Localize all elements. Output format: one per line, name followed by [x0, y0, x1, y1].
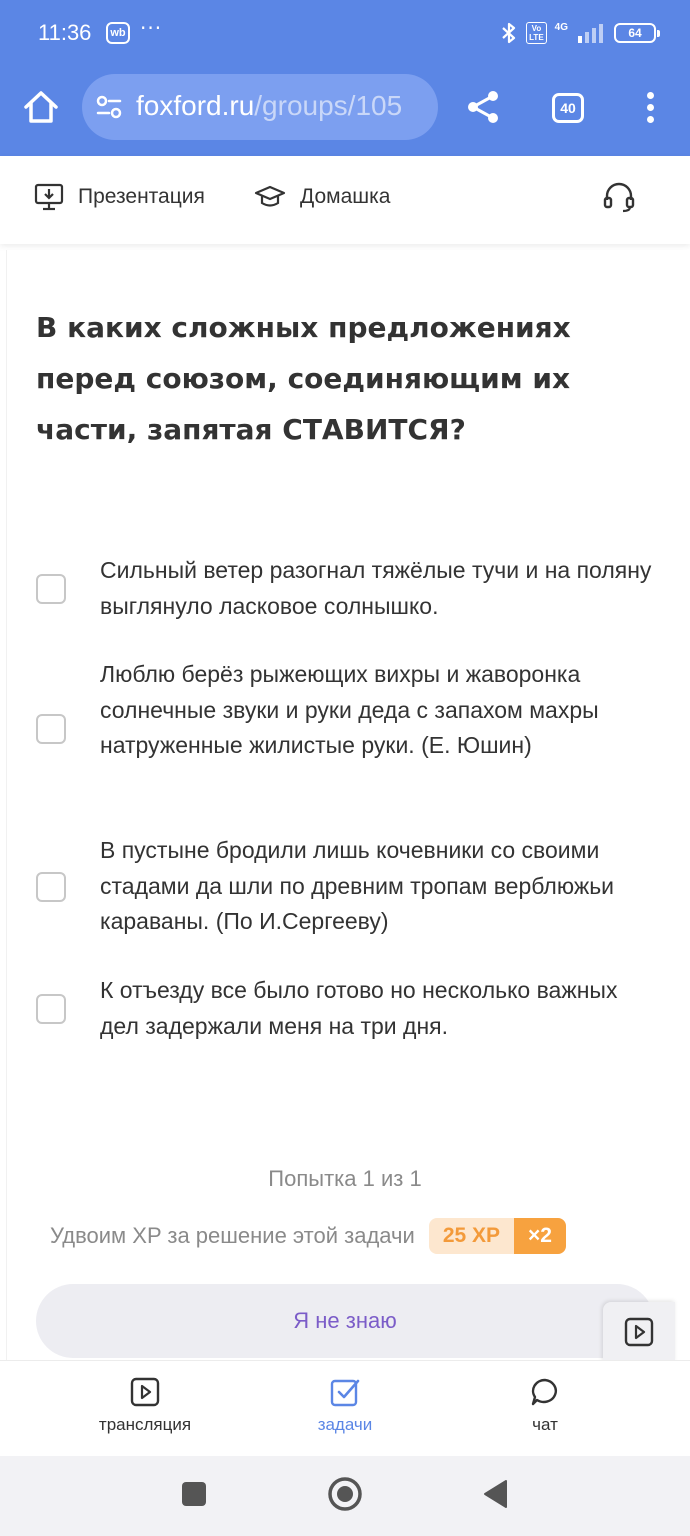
xp-badge [429, 1218, 566, 1254]
status-bar [0, 0, 690, 66]
answer-checkbox[interactable] [36, 994, 66, 1024]
chat-bubble-icon [530, 1377, 560, 1407]
url-domain: foxford.ru [136, 90, 255, 121]
answer-text[interactable]: К отъезду все было готово но несколько важных дел задержали меня на три дня. [100, 977, 618, 1039]
graduation-cap-icon [254, 182, 286, 212]
nav-broadcast[interactable] [75, 1377, 215, 1435]
answer-text[interactable]: Сильный ветер разогнал тяжёлые тучи и на поляну выглянуло ласковое солнышко. [100, 557, 652, 619]
xp-bonus-label: Удвоим XP за решение этой задачи [50, 1223, 415, 1248]
status-indicators [500, 18, 656, 48]
support-headset-icon[interactable] [602, 180, 636, 214]
answer-text[interactable]: В пустыне бродили лишь кочевники со своими стадами да шли по древним тропам верблюжьи караваны. (По И.Сергееву) [100, 837, 615, 934]
floating-video-button[interactable] [603, 1302, 675, 1362]
status-time: 11:36 [38, 20, 92, 45]
bottom-navigation [0, 1360, 690, 1456]
address-bar[interactable] [82, 74, 438, 140]
question-text: В каких сложных предложениях перед союзом, соединяющим их части, запятая СТАВИТСЯ? [36, 311, 571, 446]
download-screen-icon [34, 182, 64, 212]
play-square-icon [624, 1317, 654, 1347]
presentation-label: Презентация [78, 185, 205, 208]
browser-header [0, 0, 690, 156]
answer-text[interactable]: Люблю берёз рыжеющих вихры и жаворонка солнечные звуки и руки деда с запахом махры натруженные жилистые руки. (Е. Юшин) [100, 661, 599, 758]
home-circle-icon[interactable] [327, 1476, 363, 1512]
url-path: /groups/105 [254, 90, 403, 121]
play-square-icon [130, 1377, 160, 1407]
lesson-toolbar [0, 156, 690, 244]
more-menu-icon[interactable] [640, 92, 660, 126]
nav-chat-label: чат [532, 1415, 558, 1434]
nav-broadcast-label: трансляция [98, 1415, 192, 1434]
homework-button[interactable] [254, 182, 390, 212]
attempt-counter: Попытка 1 из 1 [268, 1166, 422, 1191]
share-icon[interactable] [464, 88, 502, 126]
bluetooth-icon [500, 21, 518, 45]
wb-app-icon: wb [106, 22, 130, 44]
nav-tasks-label: задачи [317, 1415, 373, 1434]
xp-amount: 25 XP [429, 1218, 514, 1254]
tabs-count-button[interactable]: 40 [552, 93, 584, 123]
system-navigation-bar [0, 1456, 690, 1536]
recent-apps-icon[interactable] [181, 1481, 207, 1507]
answer-checkbox[interactable] [36, 714, 66, 744]
answer-checkbox[interactable] [36, 872, 66, 902]
back-icon[interactable] [482, 1479, 508, 1509]
homework-label: Домашка [300, 185, 391, 208]
nav-tasks[interactable] [275, 1377, 415, 1435]
signal-icon [576, 22, 606, 44]
dont-know-button[interactable]: Я не знаю [36, 1284, 654, 1358]
xp-multiplier: ×2 [514, 1218, 566, 1254]
more-notifications-icon: ··· [140, 16, 163, 40]
url-text[interactable] [136, 90, 402, 122]
xp-bonus-row [50, 1218, 566, 1254]
answer-checkbox[interactable] [36, 574, 66, 604]
battery-indicator: 64 [614, 23, 656, 43]
volte-icon: Vo LTE [526, 22, 547, 44]
site-settings-icon[interactable] [96, 95, 122, 119]
home-icon[interactable] [22, 88, 60, 126]
network-type: 4G [554, 21, 568, 33]
presentation-button[interactable] [34, 182, 205, 212]
nav-chat[interactable] [475, 1377, 615, 1435]
checkbox-icon [330, 1377, 360, 1407]
